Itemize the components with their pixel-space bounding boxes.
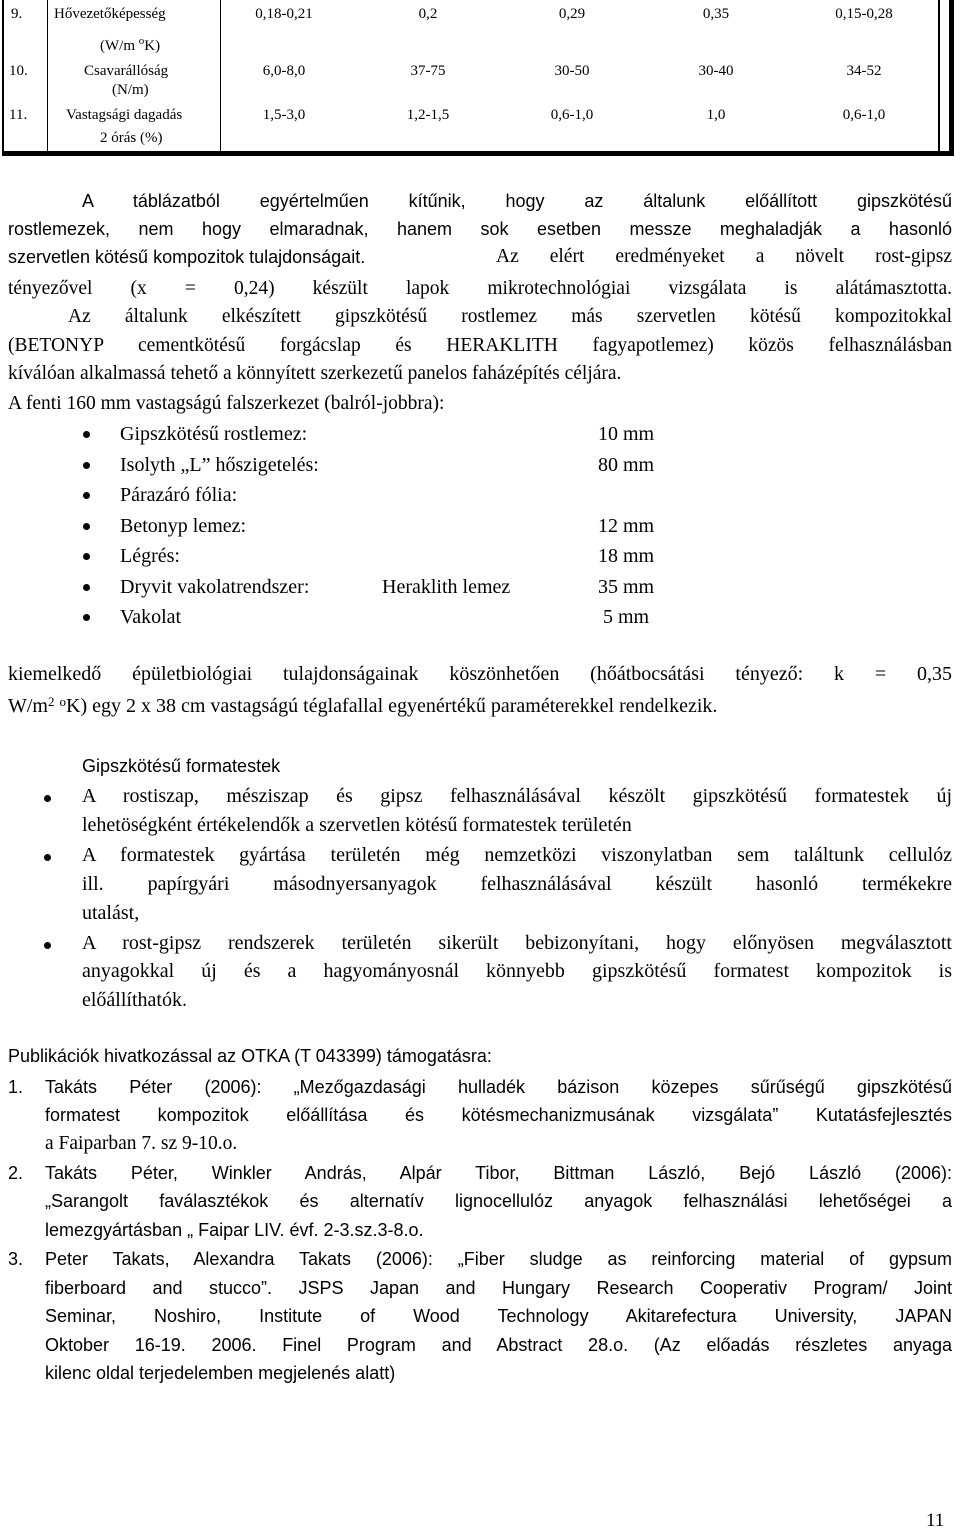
table-cell: 0,18-0,21 bbox=[255, 6, 313, 22]
table-cell: 0,35 bbox=[702, 6, 730, 22]
table-cell: 1,5-3,0 bbox=[262, 107, 306, 123]
property-name: Vastagsági dagadás bbox=[66, 107, 183, 123]
bullet-icon bbox=[83, 584, 90, 591]
paragraph-line: szervetlen kötésű kompozitok tulajdonságait. Az elért eredményeket a növelt rost-gipsz bbox=[8, 246, 952, 267]
table-cell: 30-40 bbox=[698, 63, 734, 79]
property-name: Hővezetőképesség bbox=[54, 6, 166, 22]
table-cell: 37-75 bbox=[410, 63, 446, 79]
paragraph-line: (BETONYP cementkötésű forgácslap és HERAKLITH fagyapotlemez) közös felhasználásban bbox=[8, 335, 952, 356]
property-unit: 2 órás (%) bbox=[100, 130, 163, 146]
paragraph-line: tényezővel (x = 0,24) készült lapok mikrotechnológiai vizsgálata is alátámasztotta. bbox=[8, 278, 952, 299]
property-unit: (W/m $^o$K) bbox=[100, 35, 161, 54]
table-divider bbox=[47, 0, 48, 151]
publication-line: formatest kompozitok előállítása és kötésmechanizmusának vizsgálata” Kutatásfejlesztés bbox=[45, 1105, 952, 1125]
row-number: 10. bbox=[9, 63, 28, 79]
layer-thickness: 80 mm bbox=[598, 454, 655, 476]
section-title: Gipszkötésű formatestek bbox=[82, 756, 281, 776]
table-divider bbox=[220, 0, 221, 151]
property-name: Csavarállóság bbox=[84, 63, 169, 79]
publication-line: Oktober 16-19. 2006. Finel Program and Abstract 28.o. (Az előadás részletes anyaga bbox=[45, 1335, 952, 1355]
bullet-icon bbox=[83, 523, 90, 530]
publication-line: Seminar, Noshiro, Institute of Wood Technology Akitarefectura University, JAPAN bbox=[45, 1306, 952, 1326]
table-cell: 0,6-1,0 bbox=[550, 107, 594, 123]
paragraph-line: rostlemezek, nem hogy elmaradnak, hanem sok esetben messze meghaladják a hasonló bbox=[8, 219, 952, 239]
publication-line: a Faiparban 7. sz 9-10.o. bbox=[45, 1133, 238, 1154]
publication-number: 2. bbox=[8, 1163, 24, 1183]
page-number: 11 bbox=[926, 1510, 945, 1531]
table-cell: 0,6-1,0 bbox=[842, 107, 886, 123]
bullet-icon bbox=[44, 795, 51, 802]
layer-name: Vakolat bbox=[120, 606, 182, 628]
publication-number: 1. bbox=[8, 1077, 24, 1097]
publication-line: Takáts Péter (2006): „Mezőgazdasági hulladék bázison közepes sűrűségű gipszkötésű bbox=[45, 1077, 952, 1097]
bullet-icon bbox=[83, 462, 90, 469]
wall-intro: A fenti 160 mm vastagságú falszerkezet (balról-jobbra): bbox=[8, 393, 445, 414]
list-item-line: ill. papírgyári másodnyersanyagok felhasználásával készült hasonló termékekre bbox=[82, 873, 952, 895]
row-number: 9. bbox=[11, 6, 23, 22]
properties-table bbox=[2, 0, 954, 156]
layer-name: Dryvit vakolatrendszer: bbox=[120, 576, 310, 598]
layer-name: Betonyp lemez: bbox=[120, 515, 247, 537]
bullet-icon bbox=[83, 614, 90, 621]
property-unit: (N/m) bbox=[112, 82, 149, 98]
list-item-line: lehetöségként értékelendők a szervetlen kötésű formatestek területén bbox=[82, 814, 632, 836]
layer-thickness: 18 mm bbox=[598, 545, 655, 567]
publication-line: Takáts Péter, Winkler András, Alpár Tibor, Bittman László, Bejó László (2006): bbox=[45, 1163, 952, 1183]
bullet-icon bbox=[44, 854, 51, 861]
table-cell: 34-52 bbox=[846, 63, 882, 79]
layer-thickness: 10 mm bbox=[598, 423, 655, 445]
paragraph-line: Az általunk elkészített gipszkötésű rostlemez más szervetlen kötésű kompozitokkal bbox=[68, 306, 952, 327]
bullet-icon bbox=[83, 431, 90, 438]
layer-extra: Heraklith lemez bbox=[382, 576, 511, 598]
table-cell: 0,29 bbox=[558, 6, 586, 22]
layer-name: Isolyth „L” hőszigetelés: bbox=[120, 454, 319, 476]
bullet-icon bbox=[83, 553, 90, 560]
table-cell: 6,0-8,0 bbox=[262, 63, 306, 79]
bullet-icon bbox=[44, 942, 51, 949]
layer-thickness: 5 mm bbox=[603, 606, 650, 628]
layer-name: Párazáró fólia: bbox=[120, 484, 238, 506]
paragraph-line: kíválóan alkalmassá tehető a könnyített szerkezetű panelos faházépítés céljára. bbox=[8, 363, 622, 384]
list-item-line: A rost-gipsz rendszerek területén sikerült bebizonyítani, hogy előnyösen megválasztott bbox=[82, 932, 952, 954]
table-cell: 0,2 bbox=[418, 6, 438, 22]
publication-line: fiberboard and stucco”. JSPS Japan and Hungary Research Cooperativ Program/ Joint bbox=[45, 1278, 952, 1298]
bullet-icon bbox=[83, 492, 90, 499]
list-item-line: anyagokkal új és a hagyományosnál könnyebb gipszkötésű formatest kompozitok is bbox=[82, 960, 952, 982]
row-number: 11. bbox=[9, 107, 28, 123]
layer-name: Légrés: bbox=[120, 545, 180, 567]
table-cell: 1,0 bbox=[706, 107, 726, 123]
publication-line: „Sarangolt faválasztékok és alternatív lignocellulóz anyagok felhasználási lehetőségei a bbox=[45, 1191, 952, 1211]
table-cell: 30-50 bbox=[554, 63, 590, 79]
table-cell: 0,15-0,28 bbox=[835, 6, 893, 22]
list-item-line: A rostiszap, mésziszap és gipsz felhasználásával készölt gipszkötésű formatestek új bbox=[82, 785, 952, 807]
table-divider bbox=[938, 0, 940, 151]
publication-line: lemezgyártásban „ Faipar LIV. évf. 2-3.sz.3-8.o. bbox=[45, 1220, 424, 1240]
publication-number: 3. bbox=[8, 1249, 24, 1269]
list-item-line: előállíthatók. bbox=[82, 989, 187, 1011]
layer-name: Gipszkötésű rostlemez: bbox=[120, 423, 308, 445]
publication-line: kilenc oldal terjedelemben megjelenés alatt) bbox=[45, 1363, 396, 1383]
table-cell: 1,2-1,5 bbox=[406, 107, 450, 123]
paragraph-line: kiemelkedő épületbiológiai tulajdonságainak köszönhetően (hőátbocsátási tényező: k = 0,35 bbox=[8, 663, 952, 685]
list-item-line: A formatestek gyártása területén még nemzetközi viszonylatban sem találtunk cellulóz bbox=[82, 844, 952, 866]
paragraph-line: $W/m^2$ $^o$K) egy 2 x 38 cm vastagságú téglafallal egyenértékű paraméterekkel rendelkezik. bbox=[8, 694, 718, 717]
paragraph-line: A táblázatból egyértelműen kítűnik, hogy az általunk előállított gipszkötésű bbox=[82, 191, 952, 211]
publications-title: Publikációk hivatkozással az OTKA (T 043399) támogatásra: bbox=[8, 1046, 492, 1066]
layer-thickness: 35 mm bbox=[598, 576, 655, 598]
layer-thickness: 12 mm bbox=[598, 515, 655, 537]
list-item-line: utalást, bbox=[82, 902, 140, 924]
publication-line: Peter Takats, Alexandra Takats (2006): „Fiber sludge as reinforcing material of gypsum bbox=[45, 1249, 952, 1269]
